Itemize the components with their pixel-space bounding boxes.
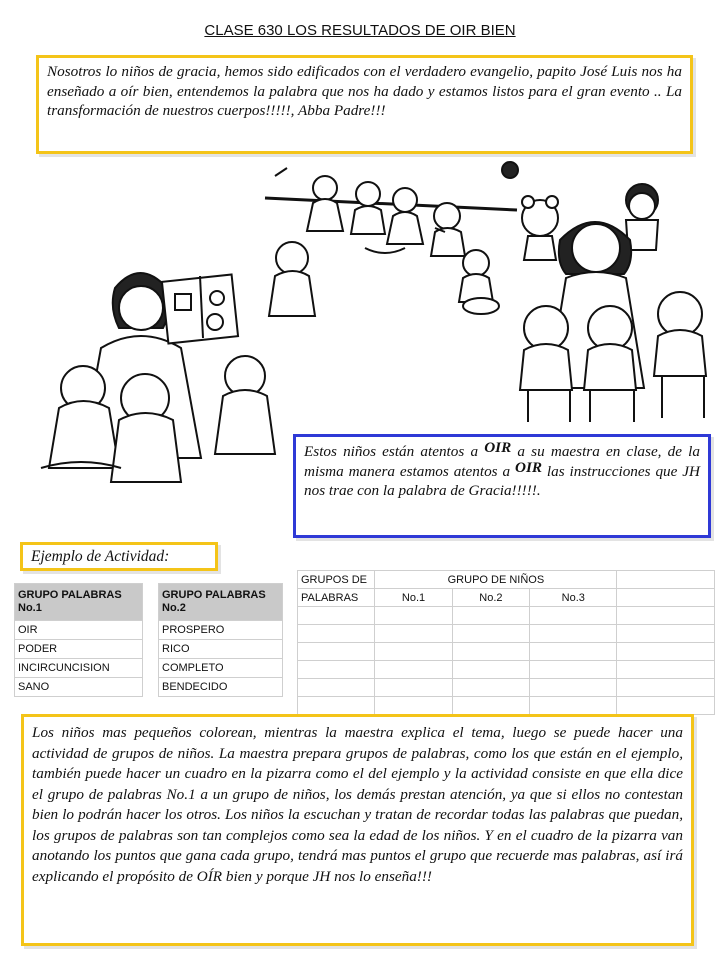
group2-word: PROSPERO [159, 621, 283, 640]
example-label-box [20, 542, 218, 571]
attention-box [293, 434, 711, 538]
group1-word: INCIRCUNCISION [15, 659, 143, 678]
score-empty-row [298, 697, 715, 715]
group1-word: SANO [15, 678, 143, 697]
score-col1-subheader: PALABRAS [298, 589, 375, 607]
word-group-1-table [14, 583, 143, 697]
score-group-no3: No.3 [530, 589, 617, 607]
group1-word: PODER [15, 640, 143, 659]
group2-header: GRUPO PALABRAS No.2 [159, 584, 283, 621]
group1-word: OIR [15, 621, 143, 640]
score-table [297, 570, 715, 715]
score-group-no2: No.2 [452, 589, 529, 607]
score-empty-row [298, 643, 715, 661]
score-empty-row [298, 679, 715, 697]
score-empty-row [298, 625, 715, 643]
explanation-text: Los niños mas pequeños colorean, mientras la maestra explica el tema, luego se puede hacer una actividad de grupos de niños. La maestra prepara grupos de palabras, como los que están en el ejemplo, también puede hacer un cuadro en la pizarra como el del ejemplo y la actividad consiste en que ella dice el grupo de palabras No.1 a un grupo de niños, los demás prestan atención, ya que si ellos no contestan bien lo podrán hacer los otros. Los niños la escuchan y tratan de recordar todas las palabras que puedan, los grupos de palabras son tan complejos como sea la edad de los niños. Y en el cuadro de la pizarra van anotando los puntos que gana cada grupo, tendrá mas puntos el grupo que recuerde mas palabras, así irá explicando el propósito de OÍR bien y porque JH nos lo enseña!!! [32, 724, 683, 885]
word-group-2-table [158, 583, 283, 697]
intro-text: Nosotros lo niños de gracia, hemos sido edificados con el verdadero evangelio, papito José Luis nos ha enseñado a oír bien, entendemos la palabra que nos ha dado y estamos listos para el gran evento .. La transformación de nuestros cuerpos!!!!!, Abba Padre!!! [47, 63, 682, 119]
score-group-no1: No.1 [375, 589, 452, 607]
children-circle-illustration [255, 158, 525, 323]
oir-word-1: OIR [484, 439, 512, 456]
score-empty-row [298, 607, 715, 625]
teacher-book-illustration [35, 258, 285, 488]
attention-text-2: a su maestra en clase, de la misma manera estamos atentos a [304, 443, 700, 480]
intro-box [36, 55, 693, 154]
page-title [0, 22, 720, 39]
group2-word: COMPLETO [159, 659, 283, 678]
score-empty-row [298, 661, 715, 679]
explanation-box [21, 714, 694, 946]
score-group-header: GRUPO DE NIÑOS [375, 571, 617, 589]
group1-header: GRUPO PALABRAS No.1 [15, 584, 143, 621]
group2-word: BENDECIDO [159, 678, 283, 697]
attention-text-3: las instrucciones que JH nos trae con la palabra de Gracia!!!!!. [304, 462, 700, 499]
attention-text-1: Estos niños están atentos a [304, 443, 485, 460]
page-title-text: CLASE 630 LOS RESULTADOS DE OIR BIEN [204, 22, 516, 39]
example-label: Ejemplo de Actividad: [31, 548, 170, 565]
group2-word: RICO [159, 640, 283, 659]
oir-word-2: OIR [515, 458, 543, 476]
score-col1-header: GRUPOS DE [298, 571, 375, 589]
teacher-puppets-illustration [510, 178, 720, 426]
